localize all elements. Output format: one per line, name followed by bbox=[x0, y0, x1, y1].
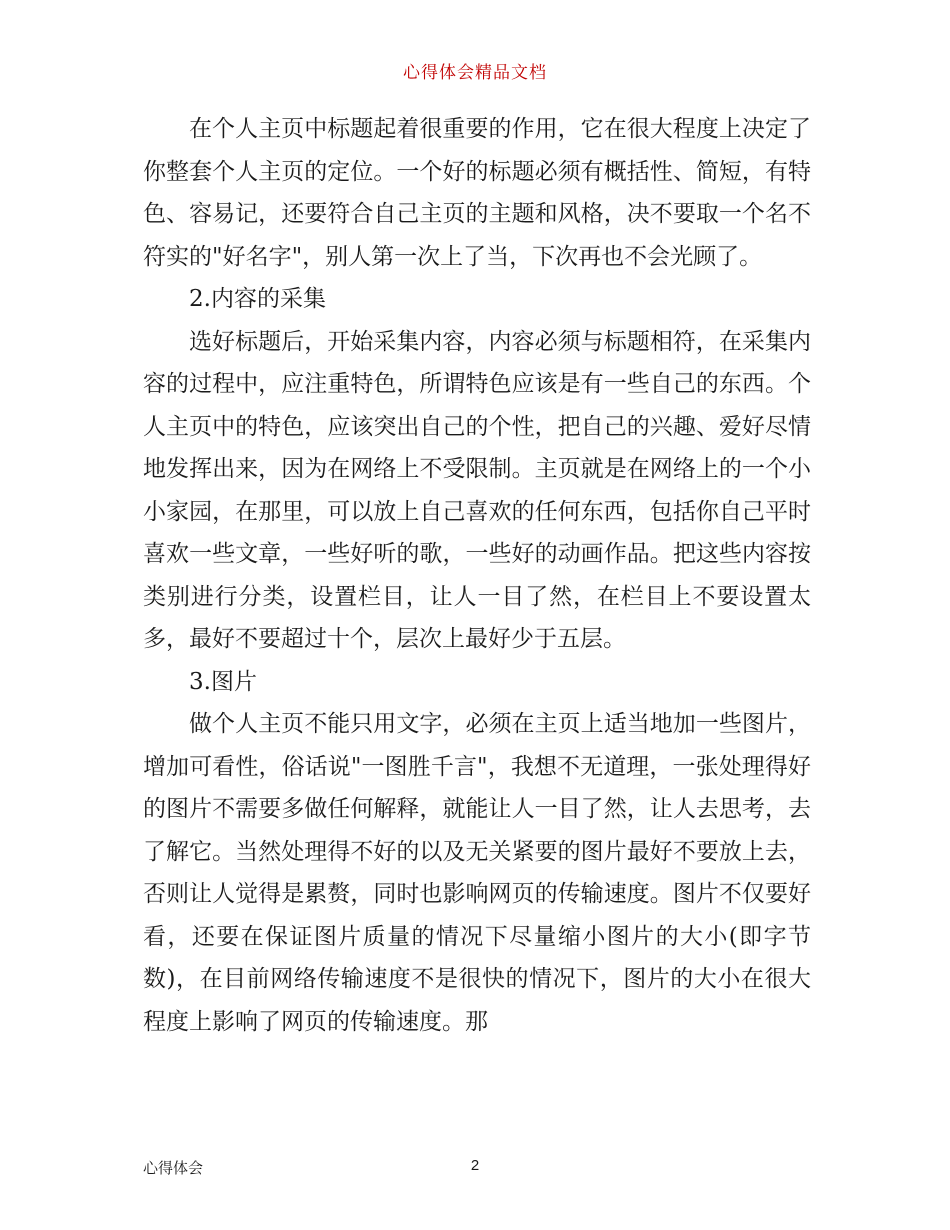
section-heading-content-collection: 2.内容的采集 bbox=[189, 286, 326, 312]
paragraph-content-collection: 选好标题后，开始采集内容，内容必须与标题相符，在采集内容的过程中，应注重特色，所谓特色应该是有一些自己的东西。个人主页中的特色，应该突出自己的个性，把自己的兴趣、爱好尽情地发挥出来，因为在网络上不受限制。主页就是在网络上的一个小小家园，在那里，可以放上自己喜欢的任何东西，包括你自己平时喜欢一些文章，一些好听的歌，一些好的动画作品。把这些内容按类别进行分类，设置栏目，让人一目了然，在栏目上不要设置太多，最好不要超过十个，层次上最好少于五层。 bbox=[143, 328, 811, 652]
document-body bbox=[143, 108, 811, 1043]
section-heading-images: 3.图片 bbox=[189, 668, 257, 695]
page-number: 2 bbox=[470, 1157, 480, 1174]
footer-label: 心得体会 bbox=[143, 1159, 204, 1177]
header-title: 心得体会精品文档 bbox=[403, 63, 547, 83]
paragraph-images: 做个人主页不能只用文字，必须在主页上适当地加一些图片，增加可看性，俗话说"一图胜千言"，我想不无道理，一张处理得好的图片不需要多做任何解释，就能让人一目了然，让人去思考，去了解它。当然处理得不好的以及无关紧要的图片最好不要放上去，否则让人觉得是累赘，同时也影响网页的传输速度。图片不仅要好看，还要在保证图片质量的情况下尽量缩小图片的大小(即字节数)，在目前网络传输速度不是很快的情况下，图片的大小在很大程度上影响了网页的传输速度。那 bbox=[143, 711, 811, 1035]
paragraph-title-importance: 在个人主页中标题起着很重要的作用，它在很大程度上决定了你整套个人主页的定位。一个好的标题必须有概括性、简短，有特色、容易记，还要符合自己主页的主题和风格，决不要取一个名不符实的"好名字"，别人第一次上了当，下次再也不会光顾了。 bbox=[143, 116, 811, 270]
